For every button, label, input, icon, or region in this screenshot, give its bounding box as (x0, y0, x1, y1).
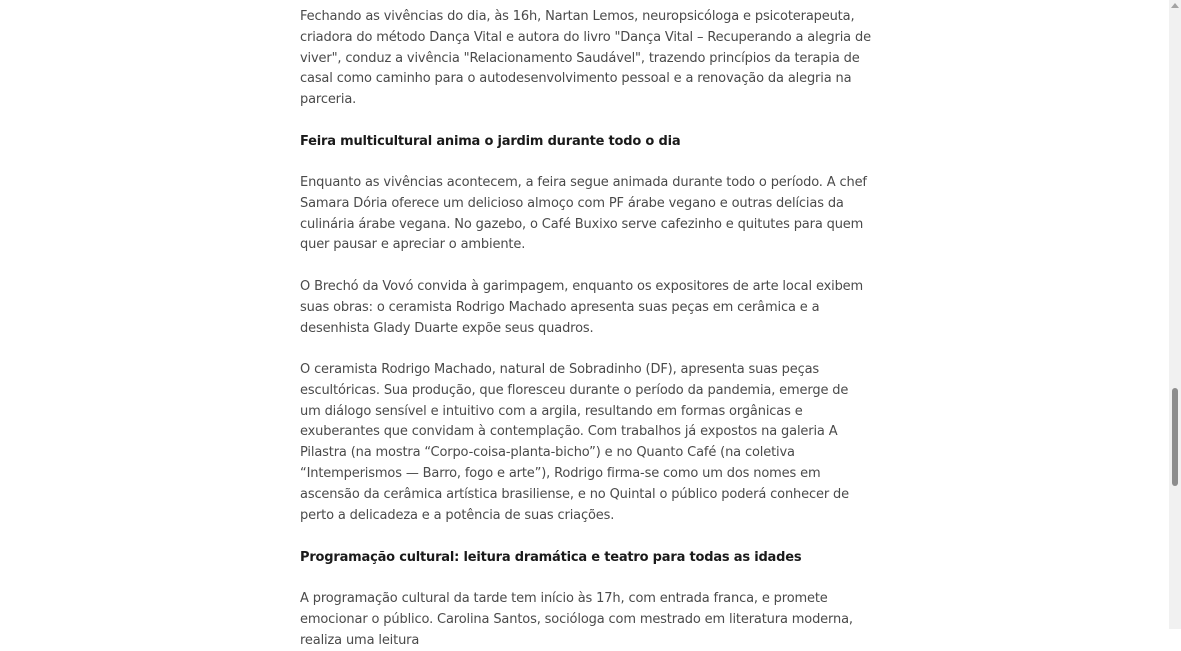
paragraph-vivencias-closing: Fechando as vivências do dia, às 16h, Nartan Lemos, neuropsicóloga e psicoterapeuta, criadora do método Dança Vital e autora do livro "Dança Vital – Recuperando a alegria de viver", conduz a vivência "Relacionamento Saudável", trazendo princípios da terapia de casal como caminho para o autodesenvolvimento pessoal e a renovação da alegria na parceria. (300, 9, 871, 108)
vertical-scrollbar[interactable] (1169, 0, 1181, 629)
section-heading-feira: Feira multicultural anima o jardim durante todo o dia (300, 134, 681, 149)
scrollbar-thumb[interactable] (1172, 388, 1178, 486)
scroll-up-arrow-icon[interactable] (1171, 3, 1179, 8)
paragraph-programacao: A programação cultural da tarde tem início às 17h, com entrada franca, e promete emocionar o público. Carolina Santos, socióloga com mestrado em literatura moderna, realiza uma leitura (300, 591, 853, 648)
paragraph-feira: Enquanto as vivências acontecem, a feira segue animada durante todo o período. A chef Samara Dória oferece um delicioso almoço com PF árabe vegano e outras delícias da culinária árabe vegana. No gazebo, o Café Buxixo serve cafezinho e quitutes para quem quer pausar e apreciar o ambiente. (300, 175, 867, 253)
paragraph-brecho: O Brechó da Vovó convida à garimpagem, enquanto os expositores de arte local exibem suas obras: o ceramista Rodrigo Machado apresenta suas peças em cerâmica e a desenhista Glady Duarte expõe seus quadros. (300, 279, 864, 336)
paragraph-ceramista: O ceramista Rodrigo Machado, natural de Sobradinho (DF), apresenta suas peças escultóricas. Sua produção, que floresceu durante o período da pandemia, emerge de um diálogo sensível e intuitivo com a argila, resultando em formas orgânicas e exuberantes que convidam à contemplação. Com trabalhos já expostos na galeria A Pilastra (na mostra “Corpo-coisa-planta-bicho”) e no Quanto Café (na coletiva “Intemperismos — Barro, fogo e arte”), Rodrigo firma-se como um dos nomes em ascensão da cerâmica artística brasiliense, e no Quintal o público poderá conhecer de perto a delicadeza e a potência de suas criações. (300, 362, 849, 523)
section-heading-programacao: Programação cultural: leitura dramática e teatro para todas as idades (300, 550, 802, 565)
